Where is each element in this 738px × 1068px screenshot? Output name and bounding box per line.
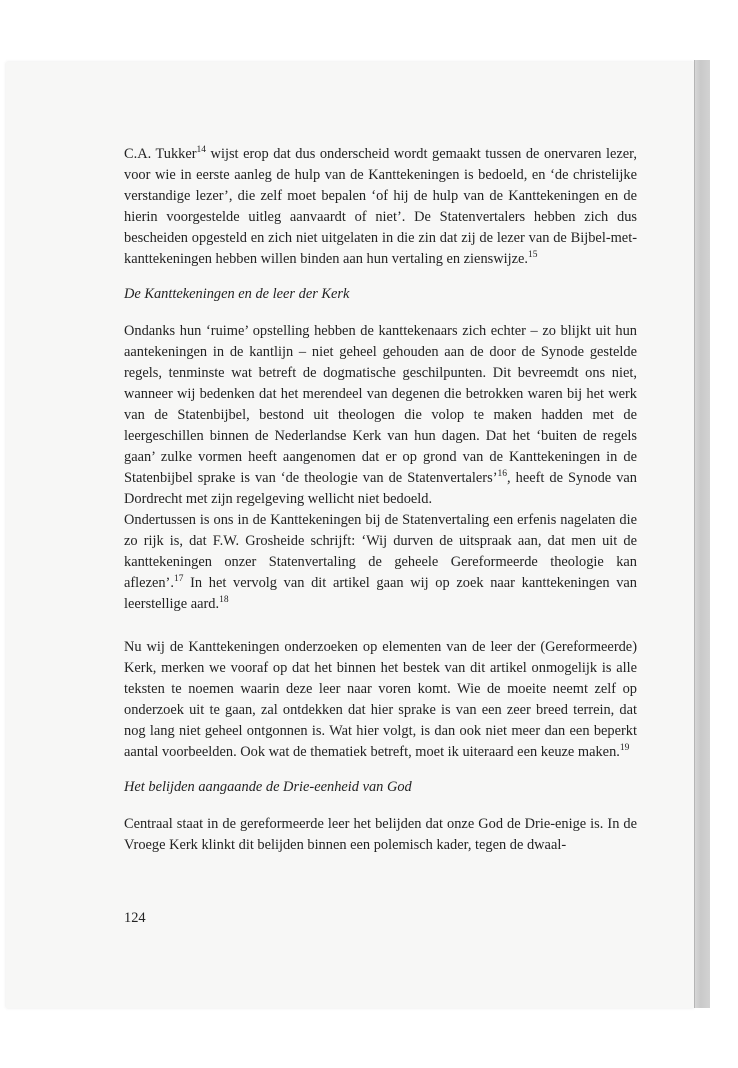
page-number: 124 bbox=[124, 910, 146, 926]
section-heading: Het belijden aangaande de Drie-eenheid van God bbox=[124, 779, 412, 795]
paragraph-grosheide bbox=[124, 510, 637, 615]
paragraph-text: Ondanks hun ‘ruime’ opstelling hebben de kanttekenaars zich echter – zo blijkt uit hun aantekeningen in de kantlijn – niet geheel gehouden aan de door de Synode gestelde regels, tenminste wat betreft de dogmatische geschilpunten. Dit bevreemdt ons niet, wanneer wij bedenken dat het merendeel van degenen die betrokken waren bij het werk van de Statenbijbel, bestond uit theologen die volop te maken hadden met de leergeschillen binnen de Nederlandse Kerk van hun dagen. Dat het ‘buiten de regels gaan’ zulke vormen heeft aangenomen dat er op grond van de Kanttekeningen in de Statenbijbel sprake is van ‘de theologie van de Statenvertalers’ bbox=[124, 323, 637, 486]
paragraph-ruime-opstelling bbox=[124, 321, 637, 510]
body-text bbox=[124, 144, 637, 856]
footnote-ref-18: 18 bbox=[219, 595, 229, 605]
paragraph-tukker bbox=[124, 144, 637, 270]
footnote-ref-14: 14 bbox=[196, 145, 207, 155]
paragraph-text: Ondertussen is ons in de Kanttekeningen bij de Statenvertaling een erfenis nagelaten die zo rijk is, dat F.W. Grosheide schrijft: ‘Wij durven de uitspraak aan, dat men uit de kanttekeningen onzer Statenvertaling de geheele Gereformeerde theologie kan aflezen’. bbox=[124, 512, 637, 591]
page-edge bbox=[694, 60, 710, 1008]
paragraph-text: , heeft de Synode van Dordrecht met zijn regelgeving wellicht niet bedoeld. bbox=[124, 470, 638, 507]
paragraph-text: In het vervolg van dit artikel gaan wij op zoek naar kanttekeningen van leerstellige aard. bbox=[124, 575, 637, 612]
section-heading: De Kanttekeningen en de leer der Kerk bbox=[124, 286, 350, 302]
footnote-ref-16: 16 bbox=[497, 469, 507, 479]
paragraph-text: Nu wij de Kanttekeningen onderzoeken op elementen van de leer der (Gereformeerde) Kerk, merken we vooraf op dat het binnen het bestek van dit artikel onmogelijk is alle teksten te noemen waarin deze leer naar voren komt. Wie de moeite neemt zelf op onderzoek uit te gaan, zal ontdekken dat hier sprake is van een zeer breed terrein, dat nog lang niet geheel ontgonnen is. Wat hier volgt, is dan ook niet meer dan een beperkt aantal voorbeelden. Ook wat de thematiek betreft, moet ik uiteraard een keuze maken. bbox=[124, 639, 637, 760]
footnote-ref-19: 19 bbox=[619, 743, 630, 753]
page-edge-line bbox=[694, 60, 695, 1008]
footnote-ref-15: 15 bbox=[528, 250, 538, 260]
paragraph-drie-eenheid: Centraal staat in de gereformeerde leer het belijden dat onze God de Drie-enige is. In de Vroege Kerk klinkt dit belijden binnen een polemisch kader, tegen de dwaal- bbox=[124, 816, 637, 853]
paragraph-leer-der-kerk bbox=[124, 637, 637, 763]
paragraph-text: C.A. Tukker bbox=[124, 146, 197, 162]
paragraph-text: wijst erop dat dus onderscheid wordt gemaakt tussen de onervaren lezer, voor wie in eerste aanleg de hulp van de Kanttekeningen is bedoeld, en ‘de christelijke verstandige lezer’, die zelf moet bepalen ‘of hij de hulp van de Kanttekeningen en de hierin voorgestelde uitleg aanvaardt of niet’. De Statenvertalers hebben zich dus bescheiden opgesteld en zich niet uitgelaten in die zin dat zij de lezer van de Bijbel-met-kanttekeningen hebben willen binden aan hun vertaling en zienswijze. bbox=[124, 146, 637, 267]
footnote-ref-17: 17 bbox=[173, 574, 184, 584]
